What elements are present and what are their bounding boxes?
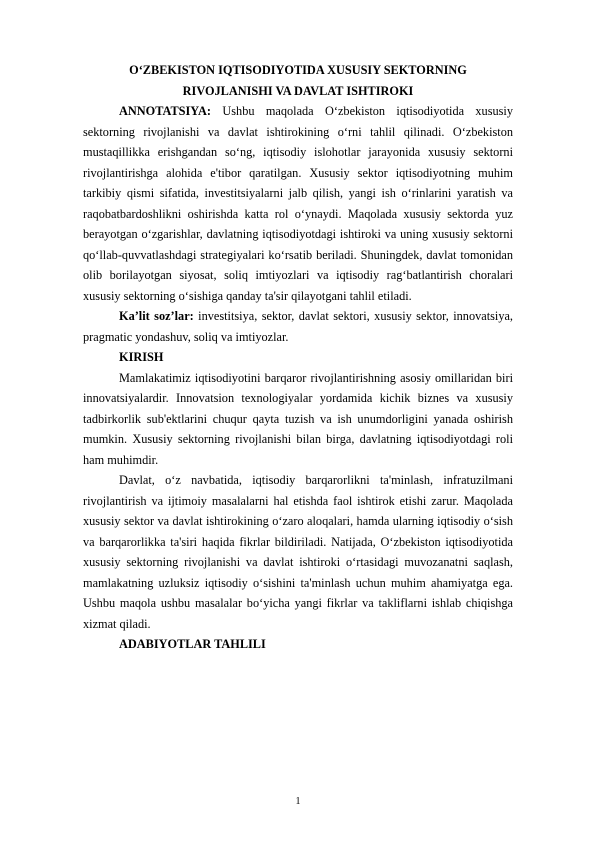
intro-paragraph-2: Davlat, o‘z navbatida, iqtisodiy barqarorlikni ta'minlash, infratuzilmani rivojlantirish va ijtimoiy masalalarni hal etishda faol ishtirok etishi zarur. Maqolada xususiy sektor va davlat ishtirokining o‘zaro aloqalari, hamda ularning iqtisodiy o‘sish va barqarorlikka ta'siri haqida fikrlar bildiriladi. Natijada, O‘zbekiston iqtisodiyotida xususiy sektorning rivojlanishi va davlat ishtiroki o‘rtasidagi muvozanatni saqlash, mamlakatning uzluksiz iqtisodiy o‘sishini ta'minlash uchun muhim ahamiyatga ega. Ushbu maqola ushbu masalalar bo‘yicha yangi fikrlar va takliflarni ishlab chiqishga xizmat qiladi. bbox=[83, 473, 513, 631]
abstract-label: ANNOTATSIYA: bbox=[119, 104, 212, 118]
document-title-line-1: O‘ZBEKISTON IQTISODIYOTIDA XUSUSIY SEKTORNING bbox=[129, 63, 467, 77]
keywords-paragraph bbox=[83, 306, 513, 347]
keywords-label: Ka’lit soz’lar: bbox=[119, 309, 194, 323]
abstract-text: Ushbu maqolada O‘zbekiston iqtisodiyotida xususiy sektorning rivojlanishi va davlat ishtirokining o‘rni tahlil qilinadi. O‘zbekiston mustaqillikka erishgandan so‘ng, iqtisodiy islohotlar jarayonida xususiy sektorni rivojlantirishga alohida e'tibor qaratilgan. Xususiy sektor iqtisodiyotning muhim tarkibiy qismi sifatida, investitsiyalarni jalb qilish, yangi ish o‘rinlarini yaratish va raqobatbardoshlikni oshirishda katta rol o‘ynaydi. Maqolada xususiy sektorda yuz berayotgan o‘zgarishlar, davlatning iqtisodiyotdagi ishtiroki va uning xususiy sektorni qo‘llab-quvvatlashdagi strategiyalari ko‘rsatib beriladi. Shuningdek, davlat tomonidan olib borilayotgan siyosat, soliq imtiyozlari va iqtisodiy rag‘batlantirish choralari xususiy sektorning o‘sishiga qanday ta'sir qilayotgani tahlil etiladi. bbox=[83, 104, 513, 303]
abstract-paragraph bbox=[83, 101, 513, 306]
document-title-line-2: RIVOJLANISHI VA DAVLAT ISHTIROKI bbox=[182, 83, 414, 98]
literature-heading: ADABIYOTLAR TAHLILI bbox=[119, 637, 266, 651]
intro-paragraph-1: Mamlakatimiz iqtisodiyotini barqaror rivojlantirishning asosiy omillaridan biri innovatsiyalardir. Innovatsion texnologiyalar yordamida kichik biznes va xususiy tadbirkorlik sub'ektlarini chuqur qayta tuzish va ish unumdorligini yanada oshirish mumkin. Xususiy sektorning rivojlanishi bilan birga, davlatning iqtisodiyotdagi roli ham muhimdir. bbox=[83, 370, 513, 467]
intro-heading: KIRISH bbox=[119, 350, 164, 364]
page-number: 1 bbox=[295, 796, 301, 807]
document-body bbox=[83, 60, 513, 655]
keywords-text: investitsiya, sektor, davlat sektori, xususiy sektor, innovatsiya, pragmatic yondashuv, soliq va imtiyozlar. bbox=[83, 309, 513, 344]
